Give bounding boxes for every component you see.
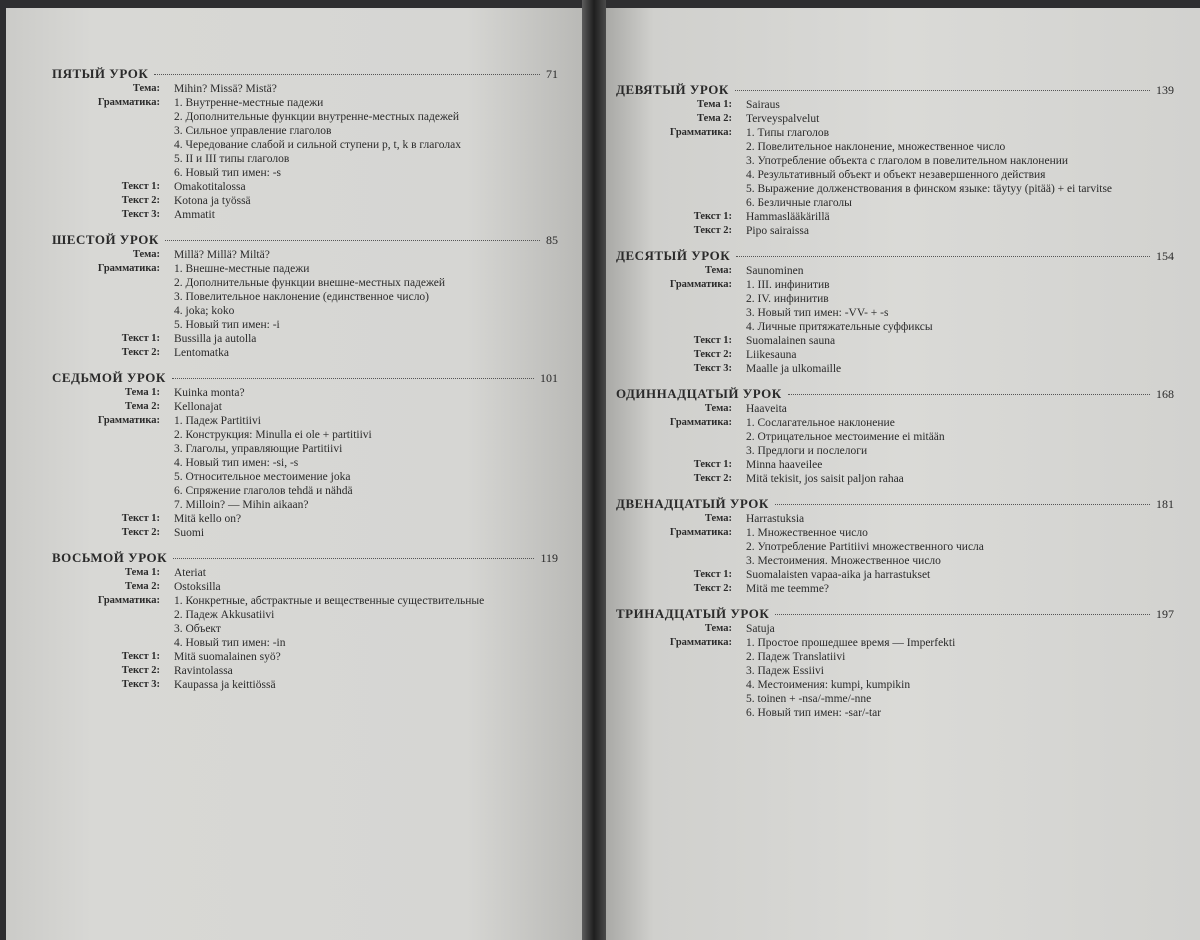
row-label: Текст 3: bbox=[121, 679, 160, 690]
row-item: Hammaslääkärillä bbox=[746, 211, 830, 223]
row-item: Mitä tekisit, jos saisit paljon rahaa bbox=[746, 473, 904, 485]
lesson-entry bbox=[616, 606, 1174, 720]
row-item: Suomalainen sauna bbox=[746, 335, 836, 347]
row-values bbox=[174, 262, 558, 332]
row-label: Тема: bbox=[704, 513, 732, 524]
dot-leader bbox=[775, 614, 1150, 615]
row-values bbox=[174, 180, 558, 194]
row-item: 2. Повелительное наклонение, множественное число bbox=[746, 141, 1006, 153]
row-item: Minna haaveilee bbox=[746, 459, 823, 471]
lesson-row bbox=[616, 622, 1174, 636]
lesson-row bbox=[52, 664, 558, 678]
row-label: Текст 2: bbox=[121, 347, 160, 358]
row-values bbox=[746, 416, 1174, 458]
row-values bbox=[174, 678, 558, 692]
lesson-heading bbox=[616, 606, 1174, 622]
row-label: Текст 1: bbox=[121, 181, 160, 192]
lesson-row bbox=[52, 248, 558, 262]
lesson-heading bbox=[616, 248, 1174, 264]
row-label: Тема: bbox=[132, 83, 160, 94]
lesson-row bbox=[616, 526, 1174, 568]
row-values bbox=[174, 400, 558, 414]
lesson-row bbox=[52, 650, 558, 664]
lesson-heading bbox=[616, 386, 1174, 402]
lesson-title: СЕДЬМОЙ УРОК bbox=[52, 370, 166, 385]
row-item: 5. Новый тип имен: -i bbox=[174, 319, 280, 331]
row-item: 1. Внешне-местные падежи bbox=[174, 263, 310, 275]
row-values bbox=[174, 248, 558, 262]
row-label: Тема 2: bbox=[125, 581, 160, 592]
row-values bbox=[746, 402, 1174, 416]
row-label: Грамматика: bbox=[97, 595, 160, 606]
page-number: 101 bbox=[540, 371, 558, 385]
page-number: 168 bbox=[1156, 387, 1174, 401]
row-item: 4. Местоимения: kumpi, kumpikin bbox=[746, 679, 911, 691]
row-label: Тема 1: bbox=[125, 387, 160, 398]
lesson-heading bbox=[616, 496, 1174, 512]
lesson-row bbox=[52, 208, 558, 222]
row-item: 3. Местоимения. Множественное число bbox=[746, 555, 941, 567]
left-page bbox=[6, 8, 582, 940]
row-label: Грамматика: bbox=[669, 417, 732, 428]
row-values bbox=[746, 568, 1174, 582]
row-item: 1. Внутренне-местные падежи bbox=[174, 97, 324, 109]
lesson-row bbox=[616, 582, 1174, 596]
row-item: Mihin? Missä? Mistä? bbox=[174, 83, 277, 95]
lesson-row bbox=[616, 112, 1174, 126]
row-label: Тема: bbox=[704, 403, 732, 414]
lesson-row bbox=[52, 400, 558, 414]
row-label: Тема: bbox=[704, 265, 732, 276]
row-label: Грамматика: bbox=[97, 263, 160, 274]
lesson-row bbox=[52, 414, 558, 512]
lesson-entry bbox=[52, 232, 558, 360]
lesson-title: ТРИНАДЦАТЫЙ УРОК bbox=[616, 606, 770, 621]
row-label: Текст 1: bbox=[693, 335, 732, 346]
row-label: Грамматика: bbox=[97, 415, 160, 426]
book-gutter bbox=[582, 0, 606, 940]
row-item: Mitä kello on? bbox=[174, 513, 242, 525]
lesson-heading bbox=[52, 66, 558, 82]
lesson-entry bbox=[52, 370, 558, 540]
lesson-row bbox=[616, 126, 1174, 210]
row-item: 2. Падеж Akkusatiivi bbox=[174, 609, 275, 621]
row-item: 4. joka; koko bbox=[174, 305, 235, 317]
lesson-entry bbox=[616, 496, 1174, 596]
row-item: Terveyspalvelut bbox=[746, 113, 820, 125]
row-item: Ostoksilla bbox=[174, 581, 221, 593]
row-label: Тема 2: bbox=[697, 113, 732, 124]
row-item: Bussilla ja autolla bbox=[174, 333, 257, 345]
lesson-row bbox=[616, 458, 1174, 472]
row-item: 5. toinen + -nsa/-mme/-nne bbox=[746, 693, 872, 705]
row-label: Грамматика: bbox=[669, 127, 732, 138]
row-values bbox=[746, 348, 1174, 362]
lesson-row bbox=[52, 594, 558, 650]
row-item: 2. Употребление Partitiivi множественного числа bbox=[746, 541, 984, 553]
row-item: 3. Употребление объекта с глаголом в повелительном наклонении bbox=[746, 155, 1069, 167]
page-number: 197 bbox=[1156, 607, 1174, 621]
row-values bbox=[746, 126, 1174, 210]
row-label: Тема 1: bbox=[697, 99, 732, 110]
row-values bbox=[746, 526, 1174, 568]
row-item: 3. Повелительное наклонение (единственное число) bbox=[174, 291, 430, 303]
lesson-entry bbox=[52, 550, 558, 692]
row-label: Грамматика: bbox=[669, 527, 732, 538]
lesson-title: ВОСЬМОЙ УРОК bbox=[52, 550, 168, 565]
row-label: Тема: bbox=[704, 623, 732, 634]
page-number: 181 bbox=[1156, 497, 1174, 511]
page-number: 85 bbox=[546, 233, 558, 247]
row-label: Текст 1: bbox=[693, 569, 732, 580]
row-item: Maalle ja ulkomaille bbox=[746, 363, 842, 375]
row-values bbox=[746, 112, 1174, 126]
row-label: Грамматика: bbox=[669, 637, 732, 648]
row-item: 7. Milloin? — Mihin aikaan? bbox=[174, 499, 309, 511]
row-values bbox=[174, 346, 558, 360]
row-item: Ateriat bbox=[174, 567, 206, 579]
row-label: Текст 1: bbox=[693, 459, 732, 470]
page-number: 154 bbox=[1156, 249, 1174, 263]
row-item: Liikesauna bbox=[746, 349, 797, 361]
row-label: Тема 1: bbox=[125, 567, 160, 578]
row-item: Millä? Millä? Miltä? bbox=[174, 249, 270, 261]
row-label: Грамматика: bbox=[97, 97, 160, 108]
lesson-row bbox=[616, 512, 1174, 526]
row-item: 3. Падеж Essiivi bbox=[746, 665, 824, 677]
row-item: Mitä suomalainen syö? bbox=[174, 651, 281, 663]
lesson-row bbox=[616, 224, 1174, 238]
lesson-row bbox=[616, 402, 1174, 416]
row-values bbox=[174, 650, 558, 664]
row-label: Текст 2: bbox=[121, 665, 160, 676]
row-item: 1. Сослагательное наклонение bbox=[746, 417, 895, 429]
lesson-row bbox=[616, 210, 1174, 224]
dot-leader bbox=[736, 256, 1150, 257]
row-values bbox=[746, 278, 1174, 334]
lesson-heading bbox=[52, 550, 558, 566]
row-item: Satuja bbox=[746, 623, 775, 635]
row-label: Текст 2: bbox=[693, 225, 732, 236]
row-label: Текст 3: bbox=[121, 209, 160, 220]
row-item: Suomi bbox=[174, 527, 205, 539]
dot-leader bbox=[775, 504, 1150, 505]
lesson-row bbox=[52, 580, 558, 594]
lesson-row bbox=[52, 180, 558, 194]
row-values bbox=[746, 98, 1174, 112]
row-values bbox=[174, 194, 558, 208]
row-item: Ammatit bbox=[174, 209, 215, 221]
lesson-entry bbox=[616, 82, 1174, 238]
row-values bbox=[746, 224, 1174, 238]
row-values bbox=[746, 210, 1174, 224]
row-item: 3. Сильное управление глаголов bbox=[174, 125, 332, 137]
page-number: 139 bbox=[1156, 83, 1174, 97]
lesson-row bbox=[616, 264, 1174, 278]
lesson-title: ДЕВЯТЫЙ УРОК bbox=[616, 82, 729, 97]
row-item: 1. Конкретные, абстрактные и вещественные существительные bbox=[174, 595, 485, 607]
row-label: Тема 2: bbox=[125, 401, 160, 412]
lesson-row bbox=[52, 512, 558, 526]
row-item: 2. Отрицательное местоимение ei mitään bbox=[746, 431, 945, 443]
row-item: Harrastuksia bbox=[746, 513, 805, 525]
lesson-title: ДВЕНАДЦАТЫЙ УРОК bbox=[616, 496, 769, 511]
row-values bbox=[174, 580, 558, 594]
lesson-row bbox=[616, 348, 1174, 362]
page-number: 71 bbox=[546, 67, 558, 81]
dot-leader bbox=[788, 394, 1150, 395]
row-item: Kuinka monta? bbox=[174, 387, 245, 399]
row-label: Текст 1: bbox=[693, 211, 732, 222]
row-item: 5. Относительное местоимение joka bbox=[174, 471, 351, 483]
row-item: 2. Дополнительные функции внутренне-местных падежей bbox=[174, 111, 460, 123]
lesson-title: ПЯТЫЙ УРОК bbox=[52, 66, 149, 81]
dot-leader bbox=[173, 558, 534, 559]
dot-leader bbox=[165, 240, 540, 241]
lesson-row bbox=[52, 96, 558, 180]
lesson-heading bbox=[52, 370, 558, 386]
lesson-row bbox=[616, 568, 1174, 582]
row-values bbox=[746, 582, 1174, 596]
row-values bbox=[746, 512, 1174, 526]
dot-leader bbox=[154, 74, 540, 75]
lesson-row bbox=[616, 278, 1174, 334]
row-item: 2. IV. инфинитив bbox=[746, 293, 829, 305]
row-item: Ravintolassa bbox=[174, 665, 233, 677]
lesson-row bbox=[52, 386, 558, 400]
row-values bbox=[746, 362, 1174, 376]
lesson-row bbox=[52, 346, 558, 360]
row-item: 6. Новый тип имен: -s bbox=[174, 167, 282, 179]
lesson-heading bbox=[52, 232, 558, 248]
row-values bbox=[746, 264, 1174, 278]
row-label: Текст 2: bbox=[693, 473, 732, 484]
row-item: 1. III. инфинитив bbox=[746, 279, 830, 291]
row-item: 4. Личные притяжательные суффиксы bbox=[746, 321, 933, 333]
page-number: 119 bbox=[540, 551, 558, 565]
row-values bbox=[174, 566, 558, 580]
row-item: 5. II и III типы глаголов bbox=[174, 153, 290, 165]
row-label: Текст 1: bbox=[121, 333, 160, 344]
row-label: Грамматика: bbox=[669, 279, 732, 290]
dot-leader bbox=[172, 378, 534, 379]
lesson-row bbox=[52, 678, 558, 692]
lesson-row bbox=[616, 362, 1174, 376]
row-label: Тема: bbox=[132, 249, 160, 260]
lesson-entry bbox=[52, 66, 558, 222]
right-page bbox=[606, 8, 1200, 940]
row-values bbox=[174, 664, 558, 678]
lesson-row bbox=[52, 566, 558, 580]
row-values bbox=[174, 208, 558, 222]
lesson-row bbox=[616, 472, 1174, 486]
row-item: 2. Конструкция: Minulla ei ole + partitiivi bbox=[174, 429, 372, 441]
lesson-row bbox=[52, 194, 558, 208]
row-item: 2. Дополнительные функции внешне-местных падежей bbox=[174, 277, 446, 289]
lesson-row bbox=[52, 82, 558, 96]
row-item: 3. Глаголы, управляющие Partitiivi bbox=[174, 443, 343, 455]
row-item: Omakotitalossa bbox=[174, 181, 246, 193]
row-item: 4. Новый тип имен: -si, -s bbox=[174, 457, 299, 469]
row-item: 6. Спряжение глаголов tehdä и nähdä bbox=[174, 485, 353, 497]
lesson-title: ДЕСЯТЫЙ УРОК bbox=[616, 248, 731, 263]
row-item: Haaveita bbox=[746, 403, 787, 415]
row-item: 4. Чередование слабой и сильной ступени p, t, k в глаголах bbox=[174, 139, 461, 151]
lesson-title: ОДИННАДЦАТЫЙ УРОК bbox=[616, 386, 782, 401]
row-values bbox=[174, 96, 558, 180]
row-label: Текст 2: bbox=[693, 583, 732, 594]
row-item: 3. Объект bbox=[174, 623, 221, 635]
row-values bbox=[174, 332, 558, 346]
row-item: 1. Падеж Partitiivi bbox=[174, 415, 261, 427]
row-item: 1. Множественное число bbox=[746, 527, 868, 539]
lesson-entry bbox=[616, 248, 1174, 376]
row-values bbox=[174, 526, 558, 540]
row-item: 2. Падеж Translatiivi bbox=[746, 651, 846, 663]
row-item: 3. Новый тип имен: -VV- + -s bbox=[746, 307, 889, 319]
row-values bbox=[746, 622, 1174, 636]
lesson-row bbox=[52, 262, 558, 332]
lesson-row bbox=[616, 636, 1174, 720]
row-label: Текст 1: bbox=[121, 513, 160, 524]
row-item: 1. Простое прошедшее время — Imperfekti bbox=[746, 637, 956, 649]
row-label: Текст 1: bbox=[121, 651, 160, 662]
row-item: Saunominen bbox=[746, 265, 804, 277]
dot-leader bbox=[735, 90, 1150, 91]
row-item: 6. Новый тип имен: -sar/-tar bbox=[746, 707, 882, 719]
lesson-row bbox=[52, 332, 558, 346]
row-item: 5. Выражение долженствования в финском языке: täytyy (pitää) + ei tarvitse bbox=[746, 183, 1113, 195]
row-item: 1. Типы глаголов bbox=[746, 127, 830, 139]
row-values bbox=[746, 334, 1174, 348]
row-label: Текст 2: bbox=[121, 527, 160, 538]
lesson-row bbox=[616, 416, 1174, 458]
row-item: Kaupassa ja keittiössä bbox=[174, 679, 276, 691]
row-values bbox=[174, 386, 558, 400]
row-item: Lentomatka bbox=[174, 347, 229, 359]
row-values bbox=[746, 636, 1174, 720]
row-item: Kotona ja työssä bbox=[174, 195, 251, 207]
row-item: Suomalaisten vapaa-aika ja harrastukset bbox=[746, 569, 931, 581]
row-item: 3. Предлоги и послелоги bbox=[746, 445, 868, 457]
lesson-row bbox=[616, 334, 1174, 348]
row-values bbox=[174, 594, 558, 650]
row-label: Текст 2: bbox=[121, 195, 160, 206]
row-values bbox=[174, 512, 558, 526]
lesson-row bbox=[616, 98, 1174, 112]
row-item: 4. Результативный объект и объект незавершенного действия bbox=[746, 169, 1046, 181]
lesson-entry bbox=[616, 386, 1174, 486]
row-label: Текст 3: bbox=[693, 363, 732, 374]
row-values bbox=[746, 458, 1174, 472]
row-item: Pipo sairaissa bbox=[746, 225, 809, 237]
row-item: Mitä me teemme? bbox=[746, 583, 830, 595]
row-item: Kellonajat bbox=[174, 401, 222, 413]
row-values bbox=[746, 472, 1174, 486]
row-item: 6. Безличные глаголы bbox=[746, 197, 852, 209]
row-values bbox=[174, 82, 558, 96]
lesson-row bbox=[52, 526, 558, 540]
row-label: Текст 2: bbox=[693, 349, 732, 360]
lesson-heading bbox=[616, 82, 1174, 98]
row-values bbox=[174, 414, 558, 512]
row-item: Sairaus bbox=[746, 99, 780, 111]
lesson-title: ШЕСТОЙ УРОК bbox=[52, 232, 159, 247]
row-item: 4. Новый тип имен: -in bbox=[174, 637, 286, 649]
